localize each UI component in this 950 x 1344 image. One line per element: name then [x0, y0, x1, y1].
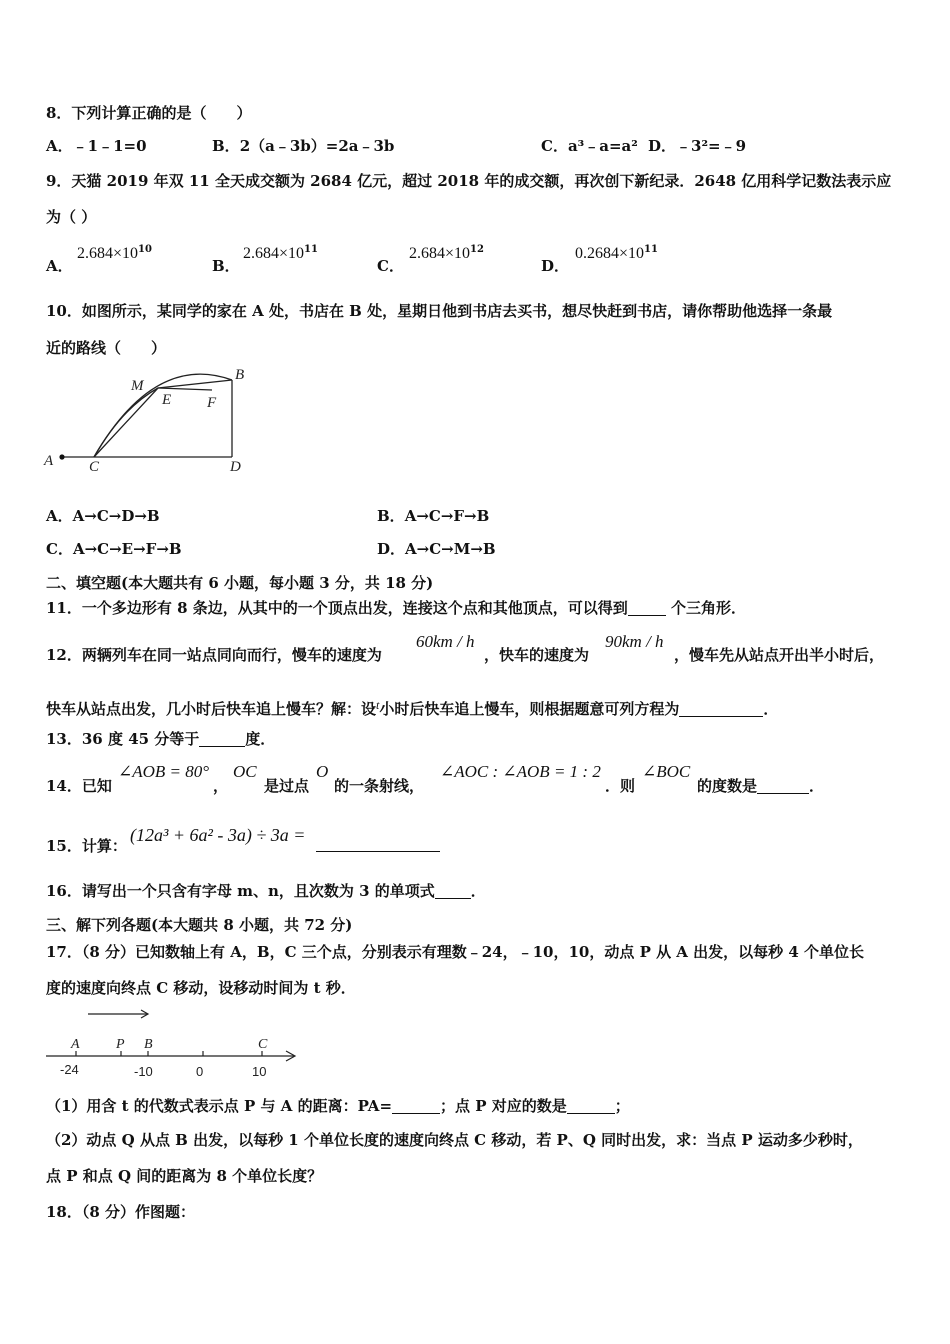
q14-answer-blank [757, 778, 809, 794]
q12-line1-end: ，慢车先从站点开出半小时后， [674, 646, 885, 664]
tick-label-0: 0 [196, 1064, 204, 1079]
arc-c-m-b [94, 374, 232, 457]
q14-text-then: ．则 [605, 777, 636, 795]
number-line-figure [40, 1006, 302, 1082]
q14-point-o: O [316, 762, 329, 781]
q12-line2: 快车从站点出发，几小时后快车追上慢车？解：设$^t$小时后快车追上慢车，则根据题意可列方程为 ． [46, 698, 779, 718]
q12-answer-blank [679, 701, 763, 717]
q17-pa-blank [392, 1098, 440, 1114]
segment-e-f [158, 388, 212, 390]
q15-answer-blank [316, 836, 440, 852]
q15-label: 15．计算： [46, 837, 127, 855]
q17-sub2-line2: 点 P 和点 Q 间的距离为 8 个单位长度？ [46, 1167, 323, 1185]
q14-angle-boc: ∠BOC [642, 762, 691, 781]
q9-option-a-value: $2.684\times 10^{10}$ [77, 244, 152, 262]
q14-comma: ， [213, 777, 229, 795]
q9-stem-line1: 9．天猫 2019 年双 11 全天成交额为 2684 亿元，超过 2018 年的成交额，再次创下新纪录．2648 亿用科学记数法表示应 [46, 172, 892, 190]
q12-fast-speed: 90km / h [605, 632, 664, 651]
label-d: D [230, 459, 241, 474]
q12-slow-speed: 60km / h [416, 632, 475, 651]
q10-option-a: A．A→C→D→B [46, 507, 160, 525]
q14-ray-oc: OC [233, 762, 257, 781]
q10-option-b: B．A→C→F→B [377, 507, 490, 525]
q9-option-d-value: $0.2684\times 10^{11}$ [575, 244, 658, 262]
q8-option-c: C．a³﹣a=a² [541, 137, 638, 155]
q16: 16．请写出一个只含有字母 m、n，且次数为 3 的单项式 ． [46, 882, 486, 900]
q13: 13．36 度 45 分等于 度． [46, 730, 276, 748]
axis-label-p: P [116, 1037, 125, 1052]
q9-option-d-letter: D． [541, 257, 570, 275]
label-c: C [89, 459, 100, 474]
q14-ratio: ∠AOC : ∠AOB = 1 : 2 [440, 762, 601, 781]
q18: 18．（8 分）作图题： [46, 1203, 196, 1221]
q17-sub2-line1: （2）动点 Q 从点 B 出发，以每秒 1 个单位长度的速度向终点 C 移动，若 P、Q 同时出发，求：当点 P 运动多少秒时， [46, 1131, 863, 1149]
axis-label-a: A [71, 1037, 80, 1052]
label-m: M [131, 378, 144, 394]
tick-label-minus10: -10 [134, 1064, 153, 1079]
axis-label-c: C [258, 1037, 268, 1052]
q8-option-b: B．2（a﹣3b）=2a﹣3b [212, 137, 395, 155]
q10-stem-line2: 近的路线（ ） [46, 339, 167, 357]
q9-option-b-letter: B． [212, 257, 240, 275]
axis-label-b: B [144, 1037, 153, 1052]
q14-text-through: 是过点 [264, 777, 310, 795]
q9-option-c-letter: C． [377, 257, 404, 275]
q9-option-c-value: $2.684\times 10^{12}$ [409, 244, 484, 262]
tick-label-10: 10 [252, 1064, 267, 1079]
q9-option-b-value: $2.684\times 10^{11}$ [243, 244, 318, 262]
q14-text-ray: 的一条射线， [334, 777, 425, 795]
q15-expression: (12a³ + 6a² - 3a) ÷ 3a = [130, 825, 306, 845]
q11-answer-blank [628, 600, 666, 616]
q12-line1: 12．两辆列车在同一站点同向而行，慢车的速度为 [46, 646, 382, 664]
section-2-heading: 二、填空题(本大题共有 6 小题，每小题 3 分，共 18 分) [46, 574, 434, 592]
q11: 11．一个多边形有 8 条边，从其中的一个顶点出发，连接这个点和其他顶点，可以得到 个三角形． [46, 599, 746, 617]
tick-label-minus24: -24 [60, 1062, 79, 1077]
section-3-heading: 三、解下列各题(本大题共 8 小题，共 72 分) [46, 916, 353, 934]
q17-p-number-blank [567, 1098, 615, 1114]
route-figure [40, 362, 255, 474]
q10-stem-line1: 10．如图所示，某同学的家在 A 处，书店在 B 处，星期日他到书店去买书，想尽快赶到书店，请你帮助他选择一条最 [46, 302, 833, 320]
label-a: A [44, 453, 54, 469]
label-e: E [162, 392, 172, 408]
q14-intro: 14．已知 [46, 777, 112, 795]
q16-answer-blank [435, 883, 471, 899]
q12-line1-mid: ，快车的速度为 [484, 646, 590, 664]
q10-option-c: C．A→C→E→F→B [46, 540, 182, 558]
q8-option-d: D．﹣3²=﹣9 [648, 137, 747, 155]
q13-answer-blank [199, 731, 245, 747]
q14-text-degree: 的度数是 ． [697, 777, 825, 795]
q17-sub1: （1）用含 t 的代数式表示点 P 与 A 的距离：PA= ；点 P 对应的数是 ； [46, 1097, 630, 1115]
q9-stem-line2: 为（ ） [46, 208, 97, 226]
q8-option-a: A．﹣1﹣1=0 [46, 137, 147, 155]
label-b: B [235, 367, 245, 383]
point-a-dot [59, 454, 64, 459]
q14-angle-aob: ∠AOB = 80° [118, 762, 210, 781]
q10-option-d: D．A→C→M→B [377, 540, 496, 558]
q9-option-a-letter: A． [46, 257, 73, 275]
q8-stem: 8．下列计算正确的是（ ） [46, 104, 252, 122]
q17-line1: 17．（8 分）已知数轴上有 A，B，C 三个点，分别表示有理数﹣24，﹣10，10，动点 P 从 A 出发，以每秒 4 个单位长 [46, 943, 865, 961]
q17-line2: 度的速度向终点 C 移动，设移动时间为 t 秒． [46, 979, 356, 997]
label-f: F [207, 395, 217, 411]
